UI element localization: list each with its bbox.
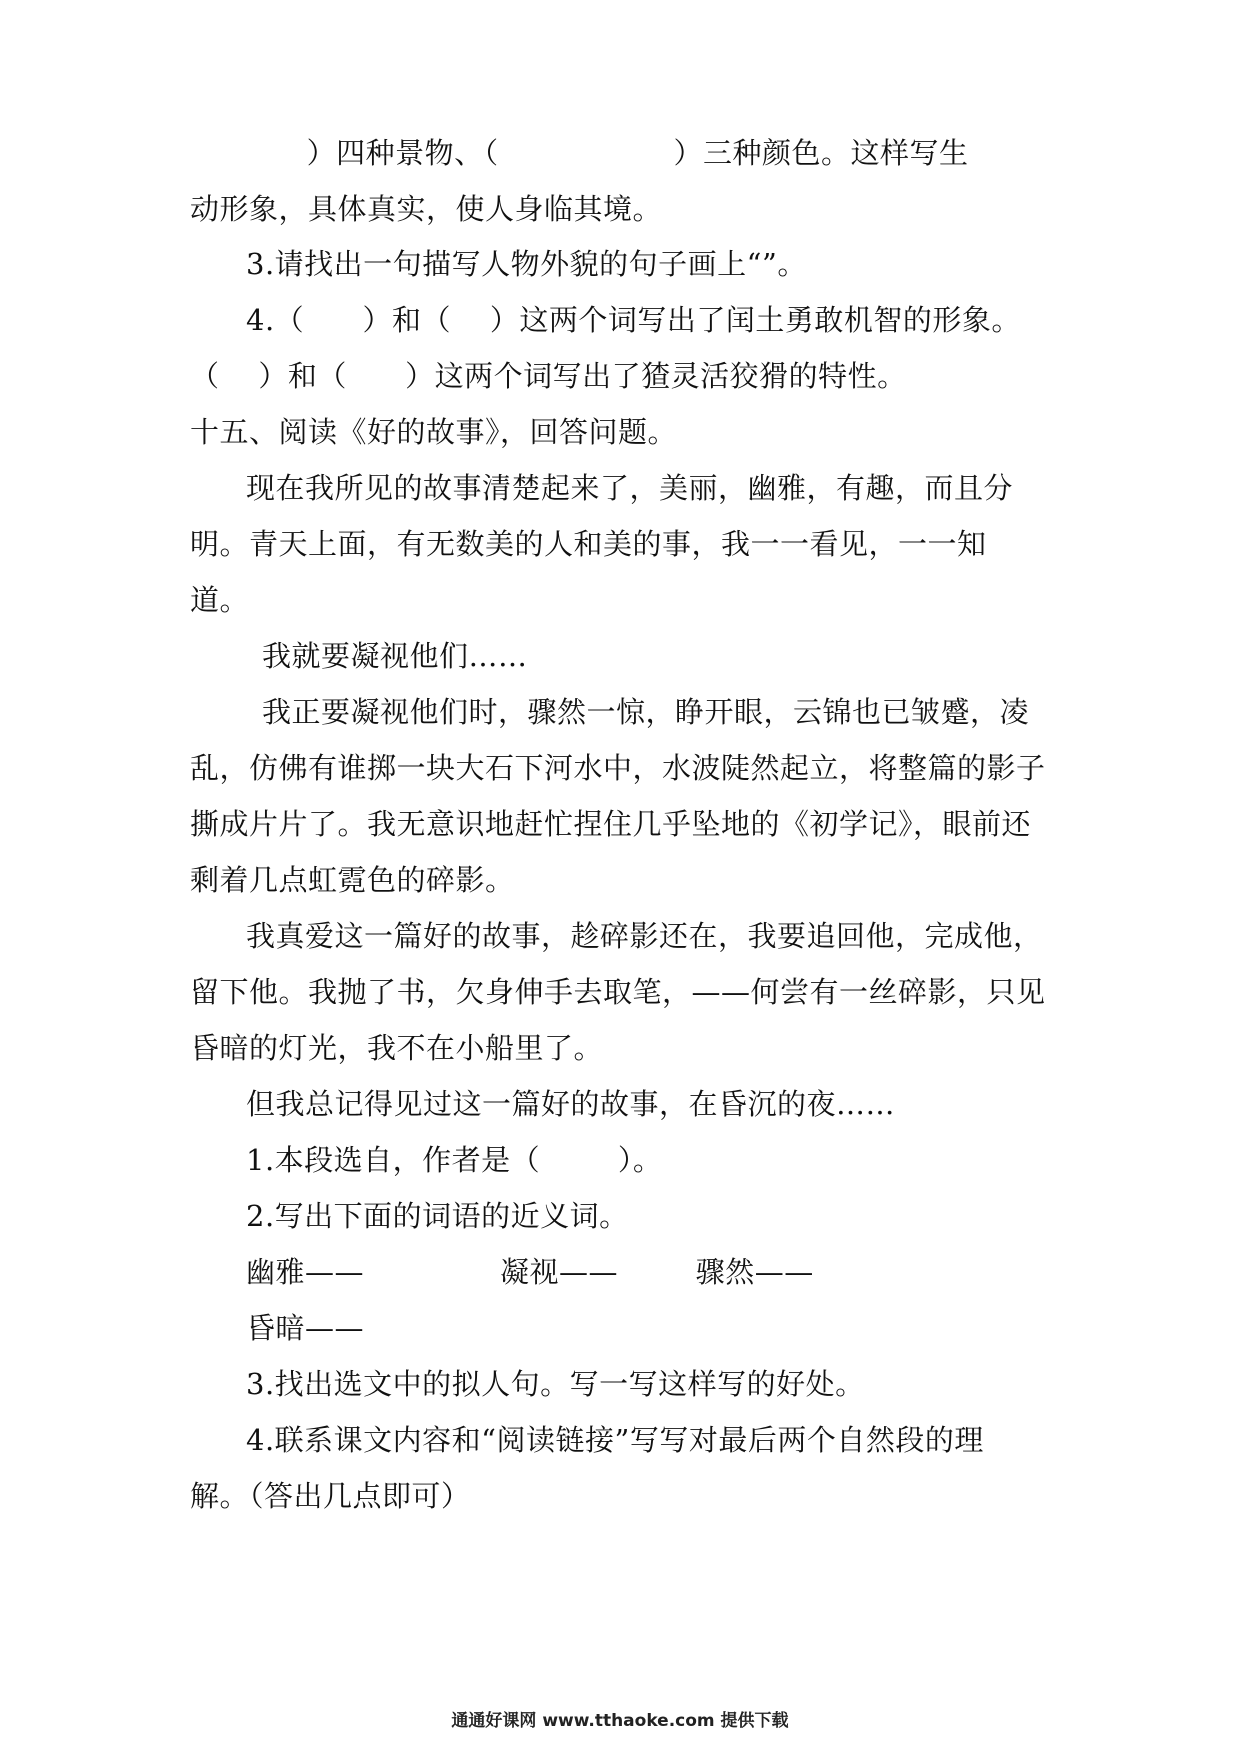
question-2: 2.写出下面的词语的近义词。 [246,1199,629,1233]
paragraph-line: 我就要凝视他们…… [262,639,528,673]
question-4: 4.（ ）和（ ）这两个词写出了闰土勇敢机智的形象。 [246,303,1021,337]
text-line: 解。（答出几点即可） [190,1479,471,1513]
text-line: （ ）和（ ）这两个词写出了猹灵活狡猾的特性。 [190,359,907,393]
paragraph-line: 撕成片片了。我无意识地赶忙捏住几乎坠地的《初学记》，眼前还 [190,807,1032,841]
question-4: 4.联系课文内容和“阅读链接”写写对最后两个自然段的理 [246,1423,984,1457]
question-1: 1.本段选自，作者是（ ）。 [246,1143,663,1177]
paragraph-line: 我正要凝视他们时，骤然一惊，睁开眼，云锦也已皱蹙，凌 [262,695,1030,729]
page-footer: 通通好课网 www.tthaoke.com 提供下载 [451,1711,789,1731]
paragraph-line: 明。青天上面，有无数美的人和美的事，我一一看见，一一知 [190,527,987,561]
question-3: 3.找出选文中的拟人句。写一写这样写的好处。 [246,1367,865,1401]
section-heading: 十五、阅读《好的故事》，回答问题。 [190,415,678,449]
text-line: 动形象，具体真实，使人身临其境。 [190,192,663,226]
synonym-row: 幽雅—— 凝视—— 骤然—— [246,1255,814,1289]
paragraph-line: 留下他。我抛了书，欠身伸手去取笔，——何尝有一丝碎影，只见 [190,975,1046,1009]
paragraph-line: 但我总记得见过这一篇好的故事，在昏沉的夜…… [246,1087,896,1121]
paragraph-line: 现在我所见的故事清楚起来了，美丽，幽雅，有趣，而且分 [246,471,1014,505]
paragraph-line: 乱，仿佛有谁掷一块大石下河水中，水波陡然起立，将整篇的影子 [190,751,1046,785]
paragraph-line: 我真爱这一篇好的故事，趁碎影还在，我要追回他，完成他， [246,919,1043,953]
synonym-row: 昏暗—— [246,1311,365,1345]
question-3: 3.请找出一句描写人物外貌的句子画上“”。 [246,247,807,281]
paragraph-line: 剩着几点虹霓色的碎影。 [190,863,515,897]
text-line: ）四种景物、（ ）三种颜色。这样写生 [190,136,969,170]
paragraph-line: 道。 [190,583,250,617]
paragraph-line: 昏暗的灯光，我不在小船里了。 [190,1031,604,1065]
